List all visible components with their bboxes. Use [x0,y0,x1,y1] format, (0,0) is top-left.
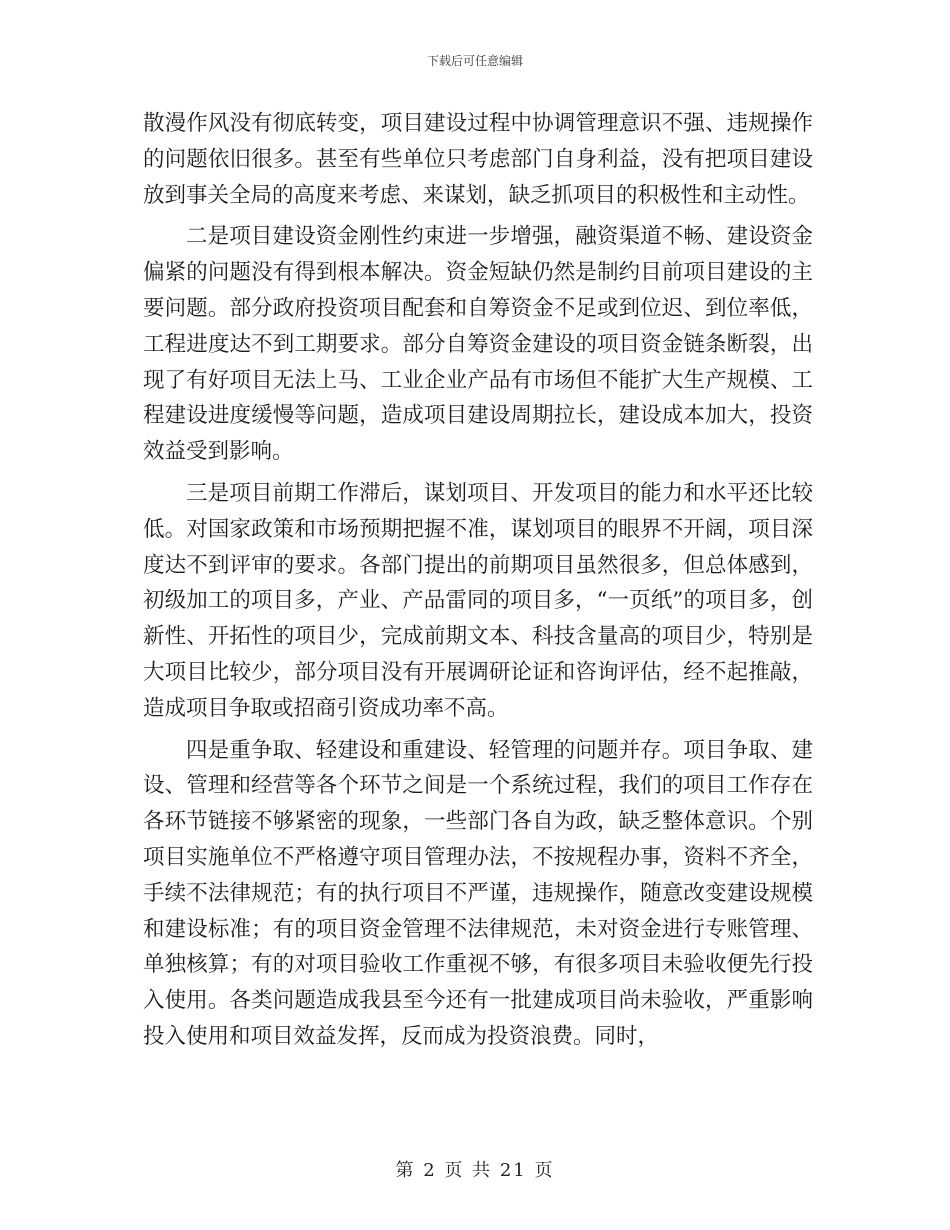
page-number-footer: 第 2 页 共 21 页 [395,1160,555,1181]
paragraph-two: 二是项目建设资金刚性约束进一步增强，融资渠道不畅、建设资金偏紧的问题没有得到根本解决。资金短缺仍然是制约目前项目建设的主要问题。部分政府投资项目配套和自筹资金不足或到位迟、到位率低，工程进度达不到工期要求。部分自筹资金建设的项目资金链条断裂，出现了有好项目无法上马、工业企业产品有市场但不能扩大生产规模、工程建设进度缓慢等问题，造成项目建设周期拉长，建设成本加大，投资效益受到影响。 [143,224,813,465]
paragraph-three: 三是项目前期工作滞后，谋划项目、开发项目的能力和水平还比较低。对国家政策和市场预期把握不准，谋划项目的眼界不开阔，项目深度达不到评审的要求。各部门提出的前期项目虽然很多，但总体感到，初级加工的项目多，产业、产品雷同的项目多，“一页纸”的项目多，创新性、开拓性的项目少，完成前期文本、科技含量高的项目少，特别是大项目比较少，部分项目没有开展调研论证和咨询评估，经不起推敲，造成项目争取或招商引资成功率不高。 [143,480,813,721]
page-header: 下载后可任意编辑 [426,54,523,68]
paragraph-four: 四是重争取、轻建设和重建设、轻管理的问题并存。项目争取、建设、管理和经营等各个环节之间是一个系统过程，我们的项目工作存在各环节链接不够紧密的现象，一些部门各自为政，缺乏整体意识。个别项目实施单位不严格遵守项目管理办法，不按规程办事，资料不齐全，手续不法律规范；有的执行项目不严谨，违规操作，随意改变建设规模和建设标准；有的项目资金管理不法律规范，未对资金进行专账管理、单独核算；有的对项目验收工作重视不够，有很多项目未验收便先行投入使用。各类问题造成我县至今还有一批建成项目尚未验收，严重影响投入使用和项目效益发挥，反而成为投资浪费。同时， [143,737,813,1049]
paragraph-continuation: 散漫作风没有彻底转变，项目建设过程中协调管理意识不强、违规操作的问题依旧很多。甚至有些单位只考虑部门自身利益，没有把项目建设放到事关全局的高度来考虑、来谋划，缺乏抓项目的积极性和主动性。 [143,111,813,208]
document-body [143,106,813,1055]
